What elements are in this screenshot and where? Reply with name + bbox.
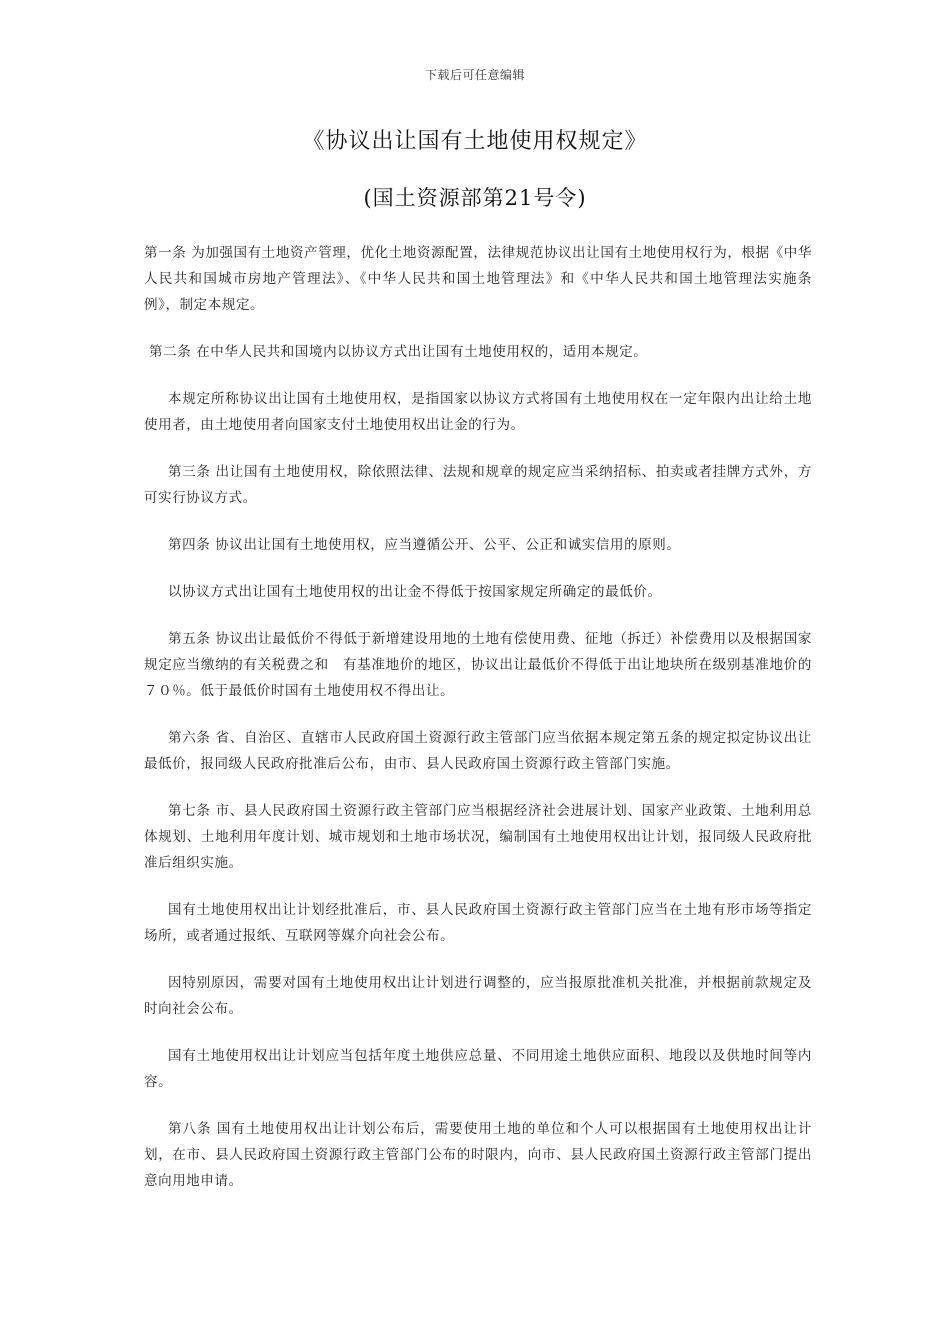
paragraph-article-4-price: 以协议方式出让国有土地使用权的出让金不得低于按国家规定所确定的最低价。 [168, 584, 662, 600]
paragraph-article-2-definition: 本规定所称协议出让国有土地使用权，是指国家以协议方式将国有土地使用权在一定年限内出让给土地使用者，由土地使用者向国家支付土地使用权出让金的行为。 [144, 391, 812, 433]
paragraph-article-3: 第三条 出让国有土地使用权，除依照法律、法规和规章的规定应当采纳招标、拍卖或者挂牌方式外，方可实行协议方式。 [144, 464, 812, 506]
paragraph-article-1: 第一条 为加强国有土地资产管理，优化土地资源配置，法律规范协议出让国有土地使用权行为，根据《中华人民共和国城市房地产管理法》、《中华人民共和国土地管理法》和《中华人民共和国土地管理法实施条例》，制定本规定。 [144, 245, 812, 313]
paragraph-article-7-publish: 国有土地使用权出让计划经批准后，市、县人民政府国土资源行政主管部门应当在土地有形市场等指定场所，或者通过报纸、互联网等媒介向社会公布。 [144, 902, 812, 944]
paragraph-article-4: 第四条 协议出让国有土地使用权，应当遵循公开、公平、公正和诚实信用的原则。 [168, 537, 681, 553]
document-body [144, 240, 812, 1215]
paragraph-article-7: 第七条 市、县人民政府国土资源行政主管部门应当根据经济社会进展计划、国家产业政策、土地利用总体规划、土地利用年度计划、城市规划和土地市场状况，编制国有土地使用权出让计划，报同级人民政府批准后组织实施。 [144, 803, 812, 871]
document-title: 《协议出让国有土地使用权规定》 [302, 129, 648, 154]
header-note: 下载后可任意编辑 [424, 68, 525, 82]
paragraph-article-5: 第五条 协议出让最低价不得低于新增建设用地的土地有偿使用费、征地（拆迁）补偿费用以及根据国家规定应当缴纳的有关税费之和 有基准地价的地区，协议出让最低价不得低于出让地块所在级别基准地价的７０％。低于最低价时国有土地使用权不得出让。 [144, 631, 812, 699]
paragraph-article-7-content: 国有土地使用权出让计划应当包括年度土地供应总量、不同用途土地供应面积、地段以及供地时间等内容。 [144, 1048, 812, 1090]
paragraph-article-7-adjust: 因特别原因，需要对国有土地使用权出让计划进行调整的，应当报原批准机关批准，并根据前款规定及时向社会公布。 [144, 975, 812, 1017]
paragraph-article-2: 第二条 在中华人民共和国境内以协议方式出让国有土地使用权的，适用本规定。 [149, 344, 648, 360]
paragraph-article-8: 第八条 国有土地使用权出让计划公布后，需要使用土地的单位和个人可以根据国有土地使用权出让计划，在市、县人民政府国土资源行政主管部门公布的时限内，向市、县人民政府国土资源行政主管部门提出意向用地申请。 [144, 1121, 812, 1189]
paragraph-article-6: 第六条 省、自治区、直辖市人民政府国土资源行政主管部门应当依据本规定第五条的规定拟定协议出让最低价，报同级人民政府批准后公布，由市、县人民政府国土资源行政主管部门实施。 [144, 730, 812, 772]
document-subtitle: (国土资源部第21号令) [363, 186, 587, 210]
